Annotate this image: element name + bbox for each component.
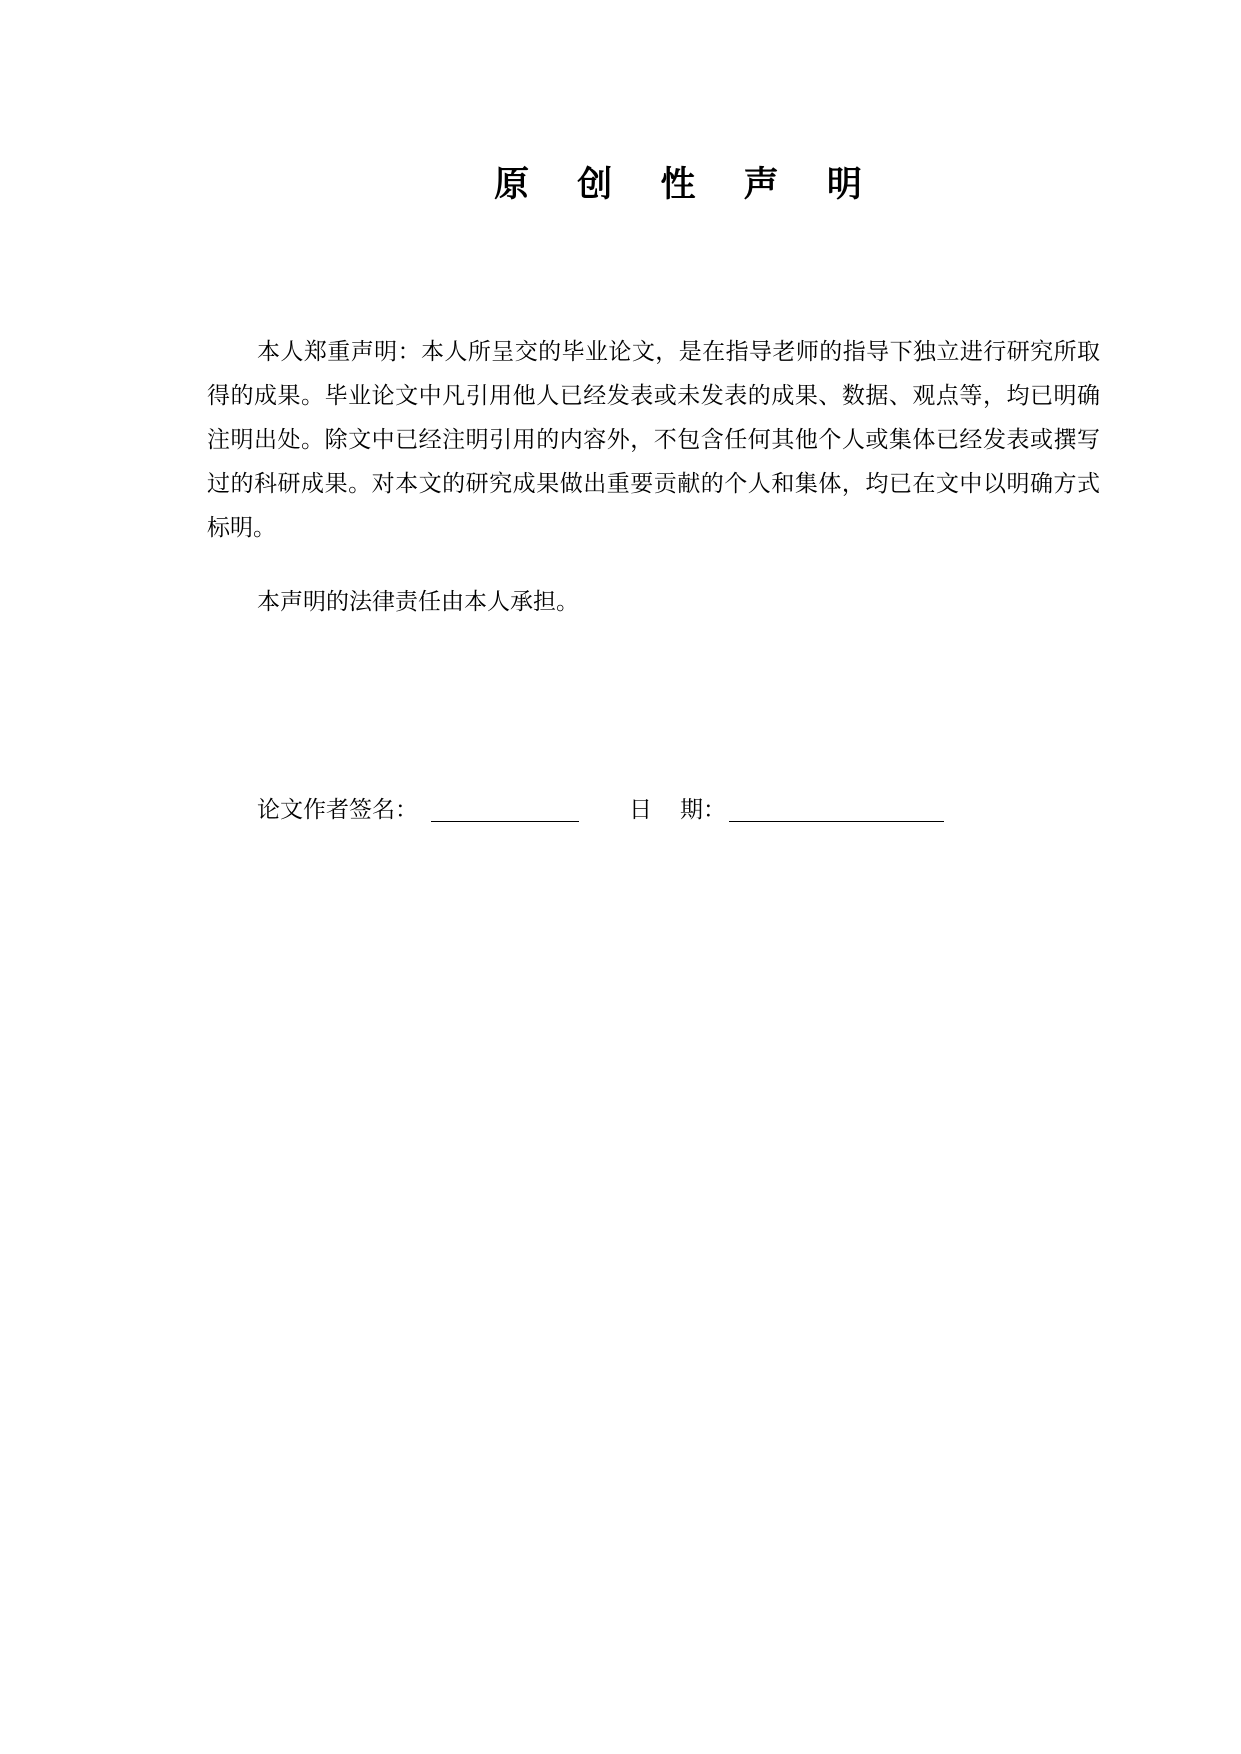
- liability-paragraph: 本声明的法律责任由本人承担。: [257, 589, 579, 615]
- author-signature-label: 论文作者签名：: [257, 797, 418, 823]
- date-label-second-char: 期：: [680, 797, 726, 823]
- author-signature-line: [431, 821, 579, 822]
- declaration-paragraph: 本人郑重声明：本人所呈交的毕业论文，是在指导老师的指导下独立进行研究所取得的成果。毕业论文中凡引用他人已经发表或未发表的成果、数据、观点等，均已明确注明出处。除文中已经注明引用的内容外，不包含任何其他个人或集体已经发表或撰写过的科研成果。对本文的研究成果做出重要贡献的个人和集体，均已在文中以明确方式标明。: [207, 339, 1100, 541]
- date-label-first-char: 日: [629, 797, 652, 823]
- page-title: 原 创 性 声 明: [494, 165, 880, 205]
- date-line: [729, 821, 944, 822]
